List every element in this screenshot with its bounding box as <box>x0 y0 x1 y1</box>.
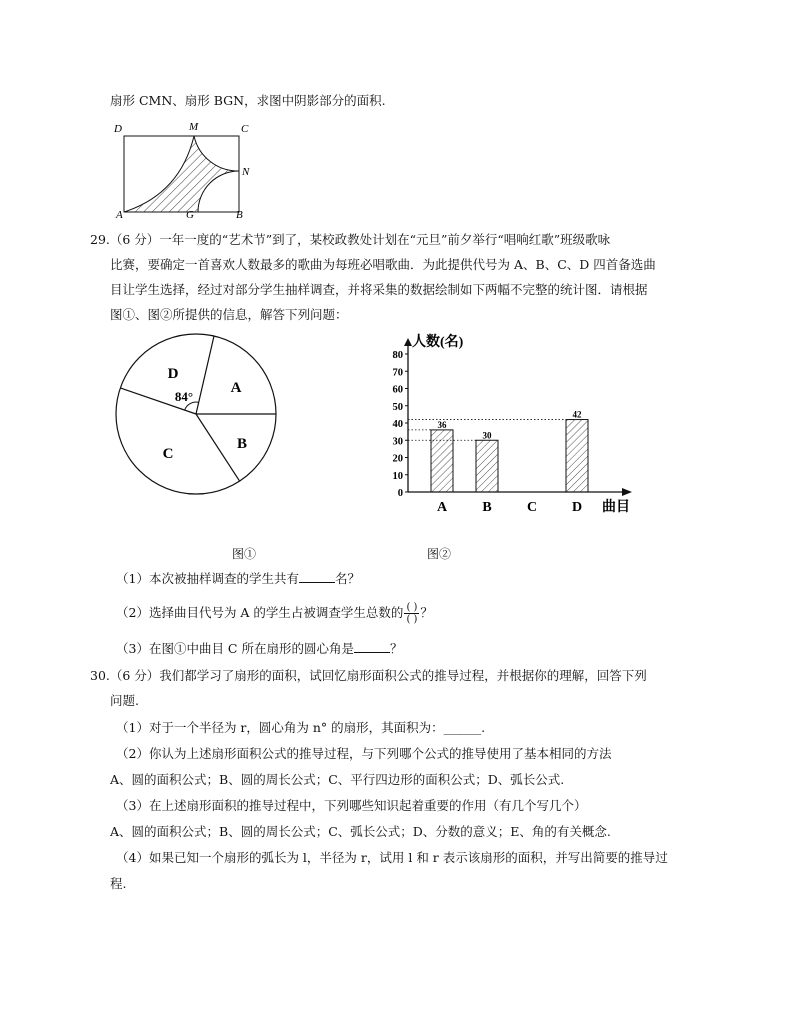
pie-angle-label: 84° <box>174 389 194 404</box>
x-tick-label-b: B <box>482 500 492 515</box>
q29-line-3: 目让学生选择，经过对部分学生抽样调查，并将采集的数据绘制如下两幅不完整的统计图．请根据 <box>110 282 648 297</box>
bar-b <box>476 440 498 492</box>
q29-line-1: 29.（6 分）一年一度的“艺术节”到了，某校政教处计划在“元旦”前夕举行“唱响红歌”班级歌咏 <box>90 232 611 247</box>
pie-chart <box>108 332 284 508</box>
q29-sub2-pre: （2）选择曲目代号为 A 的学生占被调查学生总数的 <box>116 605 404 620</box>
y-tick-label: 40 <box>392 419 403 430</box>
q28-label-n: N <box>242 166 250 178</box>
x-tick-label-a: A <box>436 500 448 515</box>
q28-label-b: B <box>236 209 243 220</box>
bar-value-label-a: 36 <box>437 419 447 430</box>
q29-line-2: 比赛，要确定一首喜欢人数最多的歌曲为每班必唱歌曲．为此提供代号为 A、B、C、D 四首备选曲 <box>110 257 656 272</box>
fraction-blank[interactable] <box>404 602 419 625</box>
y-tick-label: 10 <box>392 470 403 482</box>
y-tick-label: 30 <box>392 436 403 448</box>
q28-shaded-region <box>124 136 239 212</box>
q30-line-2: 问题. <box>110 693 139 708</box>
q29-sub1-pre: （1）本次被抽样调查的学生共有 <box>116 571 299 586</box>
y-axis-label: 人数(名) <box>412 335 464 350</box>
pie-slice-label-b: B <box>236 436 248 452</box>
q29-sub3-pre: （3）在图①中曲目 C 所在扇形的圆心角是 <box>116 641 354 656</box>
fraction-denominator: ( ) <box>406 614 418 625</box>
q28-label-a: A <box>116 209 123 220</box>
q29-sub1 <box>116 570 360 587</box>
bar-chart <box>360 330 660 520</box>
y-tick-label: 50 <box>392 401 403 413</box>
q30-sub4-line-1: （4）如果已知一个扇形的弧长为 l，半径为 r，试用 l 和 r 表示该扇形的面积，并写出简要的推导过 <box>116 850 668 865</box>
fig1-caption: 图① <box>232 547 257 561</box>
x-axis-label: 曲目 <box>602 500 630 515</box>
y-tick-label: 70 <box>392 367 403 379</box>
pie-boundary-d-a <box>196 336 214 414</box>
q29-sub3-post: ？ <box>389 641 403 656</box>
q28-tail-text: 扇形 CMN、扇形 BGN，求图中阴影部分的面积. <box>110 93 386 108</box>
q28-label-d: D <box>114 123 122 135</box>
answer-blank[interactable] <box>299 570 335 583</box>
x-tick-label-c: C <box>526 500 538 515</box>
bar-a <box>431 430 453 492</box>
q29-sub2-post: ？ <box>420 605 433 620</box>
pie-slice-label-d: D <box>167 366 179 382</box>
pie-slice-label-a: A <box>230 380 242 396</box>
pie-boundary-b-c <box>196 414 240 481</box>
fig2-caption: 图② <box>427 547 452 561</box>
fraction-numerator: ( ) <box>406 602 418 613</box>
bar-value-label-d: 42 <box>572 409 582 420</box>
bar-value-label-b: 30 <box>482 430 492 441</box>
q30-sub4-line-2: 程. <box>110 876 127 891</box>
q28-figure <box>110 118 260 220</box>
q29-sub3 <box>116 640 402 657</box>
answer-blank[interactable] <box>354 640 390 653</box>
q28-label-g: G <box>186 209 194 220</box>
y-tick-label: 0 <box>397 488 403 499</box>
q28-label-c: C <box>241 123 249 135</box>
q30-sub3: （3）在上述扇形面积的推导过程中，下列哪些知识起着重要的作用（有几个写几个） <box>116 798 587 813</box>
q29-sub2 <box>116 602 433 625</box>
q29-sub1-post: 名？ <box>334 571 360 586</box>
bar-d <box>566 420 588 492</box>
q30-sub1: （1）对于一个半径为 r，圆心角为 n° 的扇形，其面积为：______. <box>116 720 486 735</box>
q30-line-1: 30.（6 分）我们都学习了扇形的面积，试回忆扇形面积公式的推导过程，并根据你的理解，回答下列 <box>90 668 647 683</box>
y-tick-label: 80 <box>392 350 403 361</box>
y-tick-label: 20 <box>392 453 403 465</box>
y-tick-label: 60 <box>392 384 403 396</box>
y-axis-arrow <box>404 338 412 346</box>
q29-line-4: 图①、图②所提供的信息，解答下列问题： <box>110 307 348 322</box>
x-axis-arrow <box>622 488 632 496</box>
q30-sub3-options: A、圆的面积公式；B、圆的周长公式；C、弧长公式；D、分数的意义；E、角的有关概念. <box>110 824 611 839</box>
q30-sub2: （2）你认为上述扇形面积公式的推导过程，与下列哪个公式的推导使用了基本相同的方法 <box>116 746 612 761</box>
q28-label-m: M <box>189 121 199 133</box>
x-tick-label-d: D <box>571 500 583 515</box>
q30-sub2-options: A、圆的面积公式；B、圆的周长公式；C、平行四边形的面积公式；D、弧长公式. <box>110 772 565 787</box>
pie-slice-label-c: C <box>162 446 174 462</box>
